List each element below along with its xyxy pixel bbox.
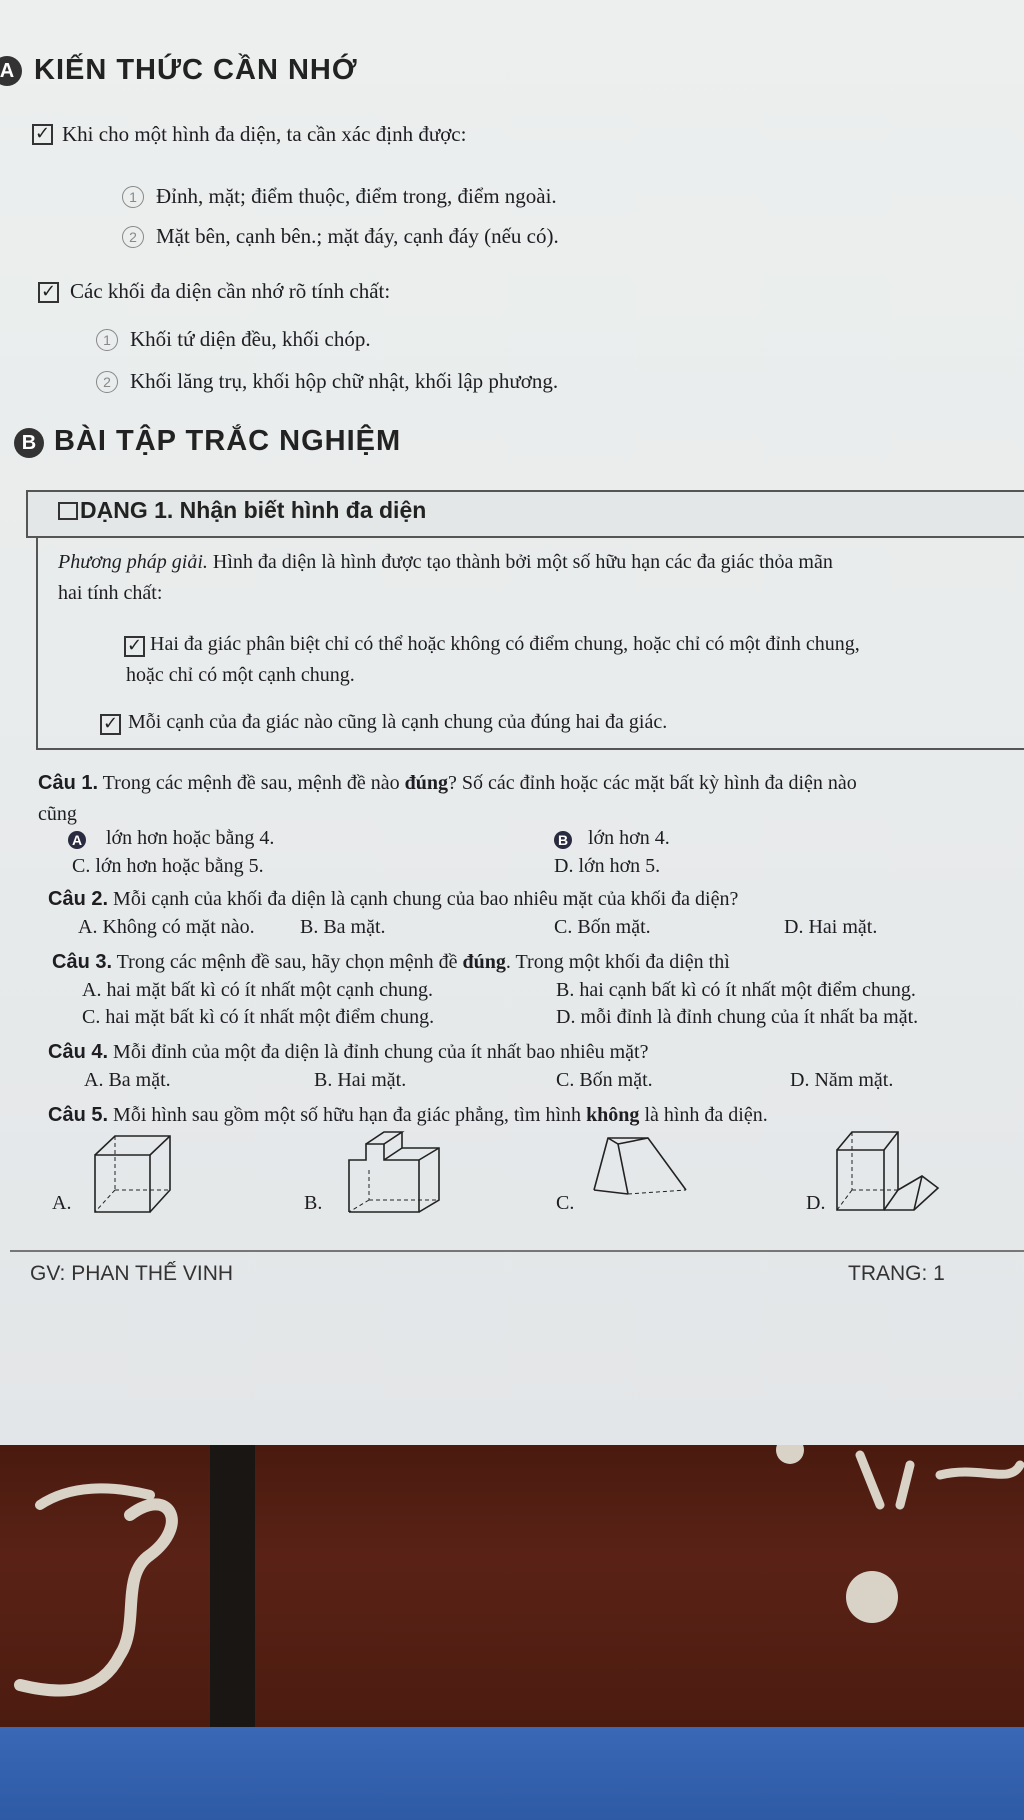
q2-option-c — [554, 916, 651, 939]
section-a-badge: A — [0, 56, 22, 86]
checkbox-icon: ✓ — [124, 636, 145, 657]
checkbox-icon: ✓ — [32, 124, 53, 145]
section-a-item-1: Khi cho một hình đa diện, ta cần xác định được: — [62, 122, 467, 146]
q1-option-c-letter: C. — [72, 855, 91, 877]
q5-option-d-label: D. — [806, 1192, 826, 1214]
question-3-text-a: Trong các mệnh đề sau, hãy chọn mệnh đề — [116, 951, 463, 973]
question-3 — [52, 951, 730, 974]
footer-page-number: TRANG: 1 — [848, 1262, 945, 1285]
question-1-text-b: ? Số các đỉnh hoặc các mặt bất kỳ hình đa diện nào — [448, 772, 857, 794]
q4-option-a-letter: A. — [84, 1069, 104, 1091]
section-a-item-1-sub-1: Đỉnh, mặt; điểm thuộc, điểm trong, điểm ngoài. — [156, 184, 557, 208]
q4-option-b-text: Hai mặt. — [337, 1069, 407, 1091]
figure-d-cube-with-wedge — [832, 1128, 942, 1220]
q4-option-c-text: Bốn mặt. — [579, 1069, 653, 1091]
answer-b-marked-icon: B — [554, 831, 572, 849]
q3-option-c-text: hai mặt bất kì có ít nhất một điểm chung. — [105, 1006, 435, 1028]
q4-option-b-letter: B. — [314, 1069, 333, 1091]
question-5 — [48, 1104, 768, 1127]
property-2: Mỗi cạnh của đa giác nào cũng là cạnh chung của đúng hai đa giác. — [128, 711, 668, 733]
q1-option-c — [72, 855, 264, 878]
figure-a-cube — [90, 1130, 180, 1220]
q4-option-a-text: Ba mặt. — [108, 1069, 171, 1091]
q2-option-b-letter: B. — [300, 916, 319, 938]
question-3-label: Câu 3. — [52, 951, 113, 973]
q2-option-a-text: Không có mặt nào. — [102, 916, 255, 938]
square-icon — [58, 502, 78, 520]
section-a-item-2: Các khối đa diện cần nhớ rõ tính chất: — [70, 279, 391, 303]
figure-c-frustum — [588, 1130, 688, 1220]
q2-option-c-letter: C. — [554, 916, 573, 938]
q3-option-a — [82, 979, 433, 1002]
question-3-bold: đúng — [462, 951, 506, 973]
q4-option-c-letter: C. — [556, 1069, 575, 1091]
answer-a-marked-icon: A — [68, 831, 86, 849]
property-1: Hai đa giác phân biệt chỉ có thể hoặc không có điểm chung, hoặc chỉ có một đỉnh chung, — [150, 633, 860, 655]
q1-option-c-text: lớn hơn hoặc bằng 5. — [95, 855, 264, 877]
method-line-2: hai tính chất: — [58, 582, 163, 604]
q3-option-c-letter: C. — [82, 1006, 101, 1028]
question-4-label: Câu 4. — [48, 1041, 109, 1063]
q4-option-d-letter: D. — [790, 1069, 810, 1091]
q2-option-d-letter: D. — [784, 916, 804, 938]
q3-option-b-text: hai cạnh bất kì có ít nhất một điểm chung. — [579, 979, 916, 1001]
question-4-text: Mỗi đỉnh của một đa diện là đỉnh chung của ít nhất bao nhiêu mặt? — [113, 1041, 649, 1063]
question-5-text-a: Mỗi hình sau gồm một số hữu hạn đa giác phẳng, tìm hình — [113, 1104, 587, 1126]
q2-option-b-text: Ba mặt. — [323, 916, 386, 938]
q3-option-b — [556, 979, 916, 1002]
section-a-item-1-sub-2: Mặt bên, cạnh bên.; mặt đáy, cạnh đáy (nếu có). — [156, 224, 559, 248]
number-2-icon: 2 — [96, 371, 118, 393]
question-1-cont: cũng — [38, 803, 77, 825]
q4-option-a — [84, 1069, 171, 1092]
q2-option-c-text: Bốn mặt. — [577, 916, 651, 938]
section-b-title: BÀI TẬP TRẮC NGHIỆM — [54, 425, 402, 457]
q2-option-a — [78, 916, 255, 939]
q4-option-d-text: Năm mặt. — [814, 1069, 894, 1091]
q3-option-d-letter: D. — [556, 1006, 576, 1028]
q3-option-c — [82, 1006, 434, 1029]
question-2 — [48, 888, 738, 911]
question-3-text-b: . Trong một khối đa diện thì — [505, 951, 730, 973]
question-5-bold: không — [586, 1104, 640, 1126]
q2-option-d — [784, 916, 877, 939]
q3-option-d-text: mỗi đỉnh là đỉnh chung của ít nhất ba mặt. — [580, 1006, 919, 1028]
method-line-1 — [58, 551, 833, 574]
q2-option-b — [300, 916, 386, 939]
question-5-label: Câu 5. — [48, 1104, 109, 1126]
footer-teacher: GV: PHAN THẾ VINH — [30, 1262, 234, 1285]
question-5-text-b: là hình đa diện. — [639, 1104, 768, 1126]
section-a-item-2-sub-2: Khối lăng trụ, khối hộp chữ nhật, khối lập phương. — [130, 369, 559, 393]
question-1-bold: đúng — [404, 772, 449, 794]
number-1-icon: 1 — [122, 186, 144, 208]
method-label: Phương pháp giải. — [58, 551, 208, 573]
q4-option-d — [790, 1069, 893, 1092]
q5-option-c-label: C. — [556, 1192, 575, 1214]
desk-background — [0, 1445, 1024, 1727]
number-2-icon: 2 — [122, 226, 144, 248]
q2-option-d-text: Hai mặt. — [808, 916, 878, 938]
dang-title: DẠNG 1. Nhận biết hình đa diện — [80, 497, 427, 523]
q1-option-a: lớn hơn hoặc bằng 4. — [106, 827, 275, 849]
question-1-text-a: Trong các mệnh đề sau, mệnh đề nào — [102, 772, 405, 794]
q2-option-a-letter: A. — [78, 916, 98, 938]
q4-option-c — [556, 1069, 653, 1092]
q5-option-b-label: B. — [304, 1192, 323, 1214]
number-1-icon: 1 — [96, 329, 118, 351]
figure-b-notched-cube — [344, 1130, 444, 1220]
section-b-badge: B — [14, 428, 44, 458]
q3-option-a-letter: A. — [82, 979, 102, 1001]
question-4 — [48, 1041, 648, 1064]
q4-option-b — [314, 1069, 406, 1092]
section-a-title: KIẾN THỨC CẦN NHỚ — [34, 54, 358, 86]
footer-rule — [10, 1250, 1024, 1252]
q1-option-d — [554, 855, 660, 878]
q3-option-b-letter: B. — [556, 979, 575, 1001]
q5-option-a-label: A. — [52, 1192, 72, 1214]
q3-option-d — [556, 1006, 918, 1029]
question-2-text: Mỗi cạnh của khối đa diện là cạnh chung của bao nhiêu mặt của khối đa diện? — [113, 888, 739, 910]
section-a-item-2-sub-1: Khối tứ diện đều, khối chóp. — [130, 327, 371, 351]
desk-chalk-marks — [0, 1445, 1024, 1727]
question-1 — [38, 772, 857, 795]
checkbox-icon: ✓ — [100, 714, 121, 735]
q3-option-a-text: hai mặt bất kì có ít nhất một cạnh chung. — [106, 979, 434, 1001]
q1-option-d-text: lớn hơn 5. — [578, 855, 661, 877]
question-1-label: Câu 1. — [38, 772, 99, 794]
checkbox-icon: ✓ — [38, 282, 59, 303]
property-1-cont: hoặc chỉ có một cạnh chung. — [126, 664, 355, 686]
q1-option-b: lớn hơn 4. — [588, 827, 670, 849]
q1-option-d-letter: D. — [554, 855, 574, 877]
method-text: Hình đa diện là hình được tạo thành bởi một số hữu hạn các đa giác thỏa mãn — [212, 551, 833, 573]
question-2-label: Câu 2. — [48, 888, 109, 910]
floor-background — [0, 1727, 1024, 1820]
